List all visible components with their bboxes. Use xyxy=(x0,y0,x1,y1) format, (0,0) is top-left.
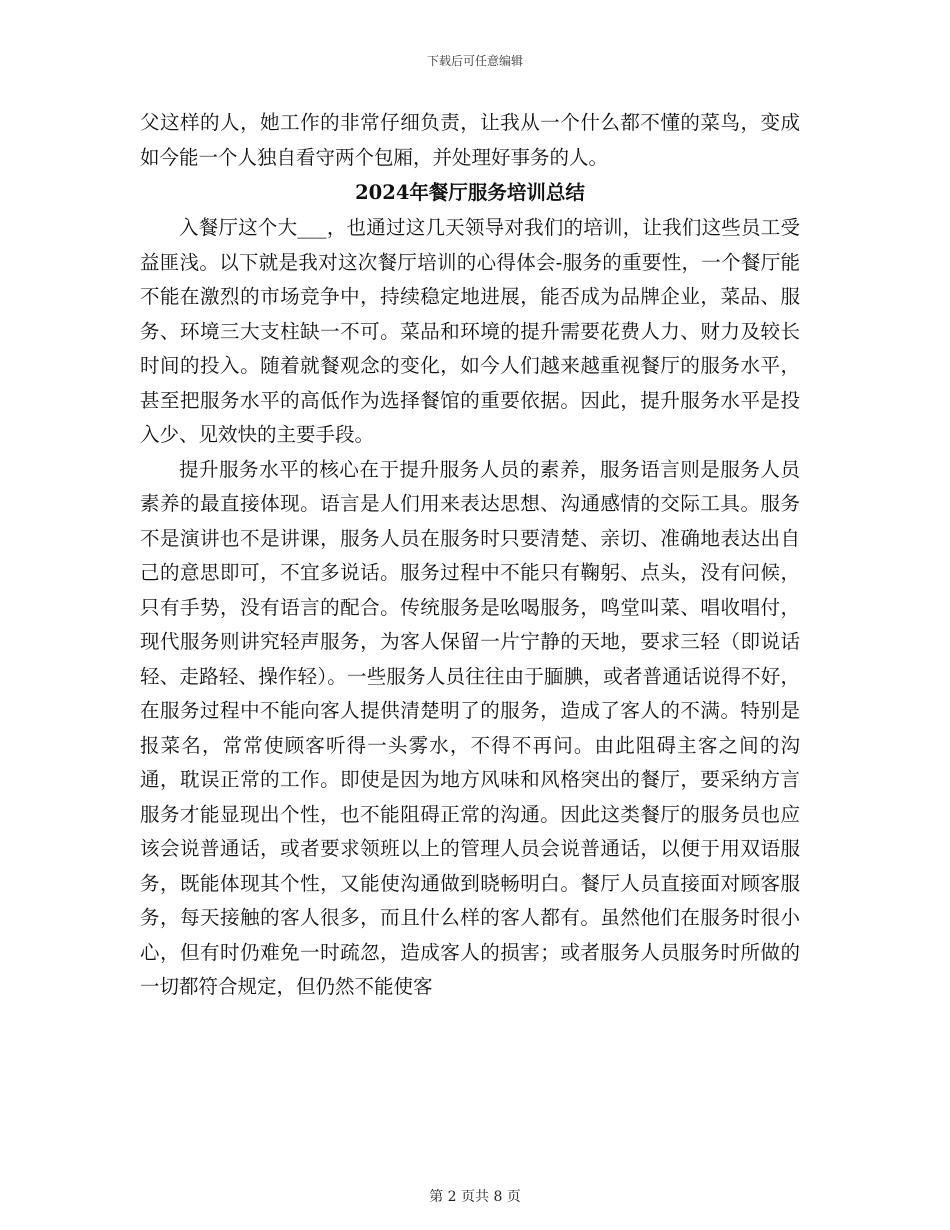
body-paragraph: 提升服务水平的核心在于提升服务人员的素养，服务语言则是服务人员素养的最直接体现。语言是人们用来表达思想、沟通感情的交际工具。服务不是演讲也不是讲课，服务人员在服务时只要清楚、亲切、准确地表达出自己的意思即可，不宜多说话。服务过程中不能只有鞠躬、点头，没有问候，只有手势，没有语言的配合。传统服务是吆喝服务，鸣堂叫菜、唱收唱付，现代服务则讲究轻声服务，为客人保留一片宁静的天地，要求三轻（即说话轻、走路轻、操作轻）。一些服务人员往往由于腼腆，或者普通话说得不好，在服务过程中不能向客人提供清楚明了的服务，造成了客人的不满。特别是报菜名，常常使顾客听得一头雾水，不得不再问。由此阻碍主客之间的沟通，耽误正常的工作。即使是因为地方风味和风格突出的餐厅，要采纳方言服务才能显现出个性，也不能阻碍正常的沟通。因此这类餐厅的服务员也应该会说普通话，或者要求领班以上的管理人员会说普通话，以便于用双语服务，既能体现其个性，又能使沟通做到晓畅明白。餐厅人员直接面对顾客服务，每天接触的客人很多，而且什么样的客人都有。虽然他们在服务时很小心，但有时仍难免一时疏忽，造成客人的损害；或者服务人员服务时所做的一切都符合规定，但仍然不能使客 xyxy=(140,457,800,998)
continuation-paragraph: 父这样的人，她工作的非常仔细负责，让我从一个什么都不懂的菜鸟，变成如今能一个人独自看守两个包厢，并处理好事务的人。 xyxy=(140,111,800,169)
page-footer: 第 2 页共 8 页 xyxy=(429,1189,521,1205)
document-title: 2024年餐厅服务培训总结 xyxy=(355,181,585,204)
document-body xyxy=(140,106,800,1005)
body-paragraph: 入餐厅这个大___，也通过这几天领导对我们的培训，让我们这些员工受益匪浅。以下就是我对这次餐厅培训的心得体会-服务的重要性，一个餐厅能不能在激烈的市场竞争中，持续稳定地进展，能否成为品牌企业，菜品、服务、环境三大支柱缺一不可。菜品和环境的提升需要花费人力、财力及较长时间的投入。随着就餐观念的变化，如今人们越来越重视餐厅的服务水平，甚至把服务水平的高低作为选择餐馆的重要依据。因此，提升服务水平是投入少、见效快的主要手段。 xyxy=(140,216,800,446)
page-header: 下载后可任意编辑 xyxy=(426,54,523,68)
